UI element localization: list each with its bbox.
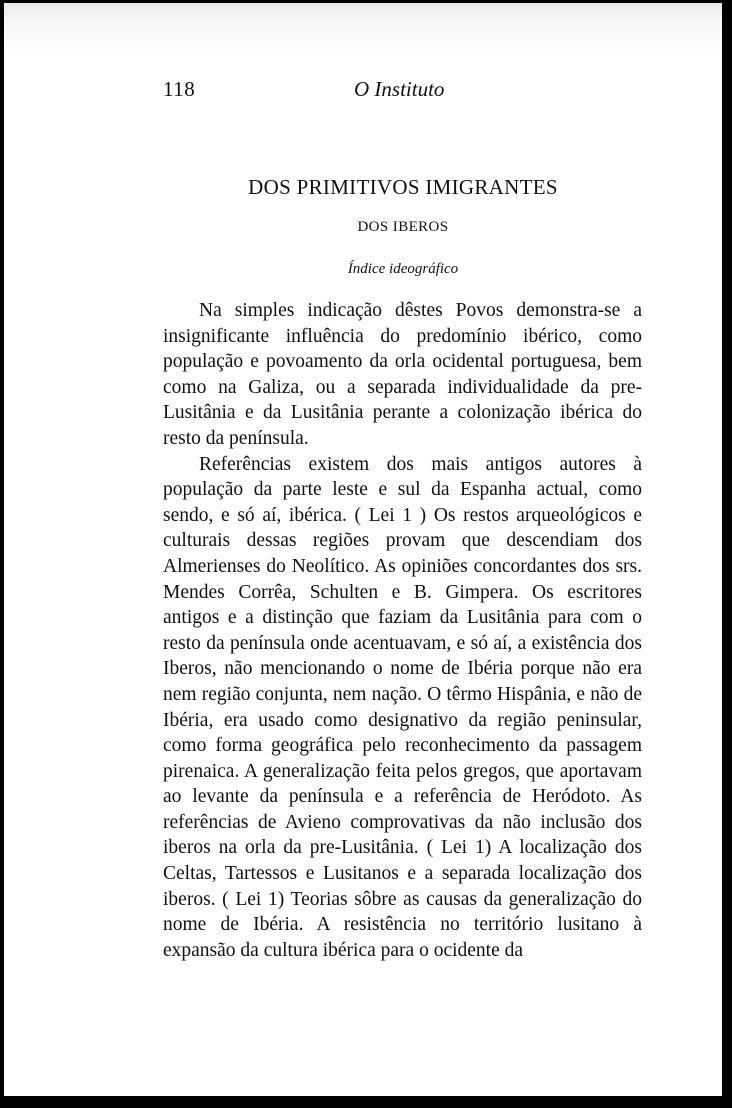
article-title: DOS PRIMITIVOS IMIGRANTES <box>248 175 558 199</box>
article-subtitle: DOS IBEROS <box>357 219 449 235</box>
running-head <box>163 77 643 103</box>
index-label: Índice ideográfico <box>347 261 459 277</box>
journal-title: O Instituto <box>354 77 445 101</box>
body-text <box>163 298 642 963</box>
page-number: 118 <box>163 77 196 101</box>
paragraph: Referências existem dos mais antigos autores à população da parte leste e sul da Espanha actual, como sendo, e só aí, ibérica. ( Lei 1 ) Os restos arqueológicos e culturais dessas regiões provam que descendiam dos Almerienses do Neolítico. As opiniões concordantes dos srs. Mendes Corrêa, Schulten e B. Gimpera. Os escritores antigos e a distinção que faziam da Lusitânia para com o resto da península onde acentuavam, e só aí, a existência dos Iberos, não mencionando o nome de Ibéria porque não era nem região conjunta, nem nação. O têrmo Hispânia, e não de Ibéria, era usado como designativo da região peninsular, como forma geográfica pelo reconhecimento da passagem pirenaica. A generalização feita pelos gregos, que aportavam ao levante da península e a referência de Heródoto. As referências de Avieno comprovativas da não inclusão dos iberos na orla da pre-Lusitânia. ( Lei 1) A localização dos Celtas, Tartessos e Lusitanos e a separada localização dos iberos. ( Lei 1) Teorias sôbre as causas da generalização do nome de Ibéria. A resistência no território lusitano à expansão da cultura ibérica para o ocidente da <box>163 453 642 961</box>
paragraph: Na simples indicação dêstes Povos demonstra-se a insignificante influência do predomínio ibérico, como população e povoamento da orla ocidental portuguesa, bem como na Galiza, ou a separada individualidade da pre-Lusitânia e da Lusitânia perante a colonização ibérica do resto da península. <box>163 300 642 449</box>
